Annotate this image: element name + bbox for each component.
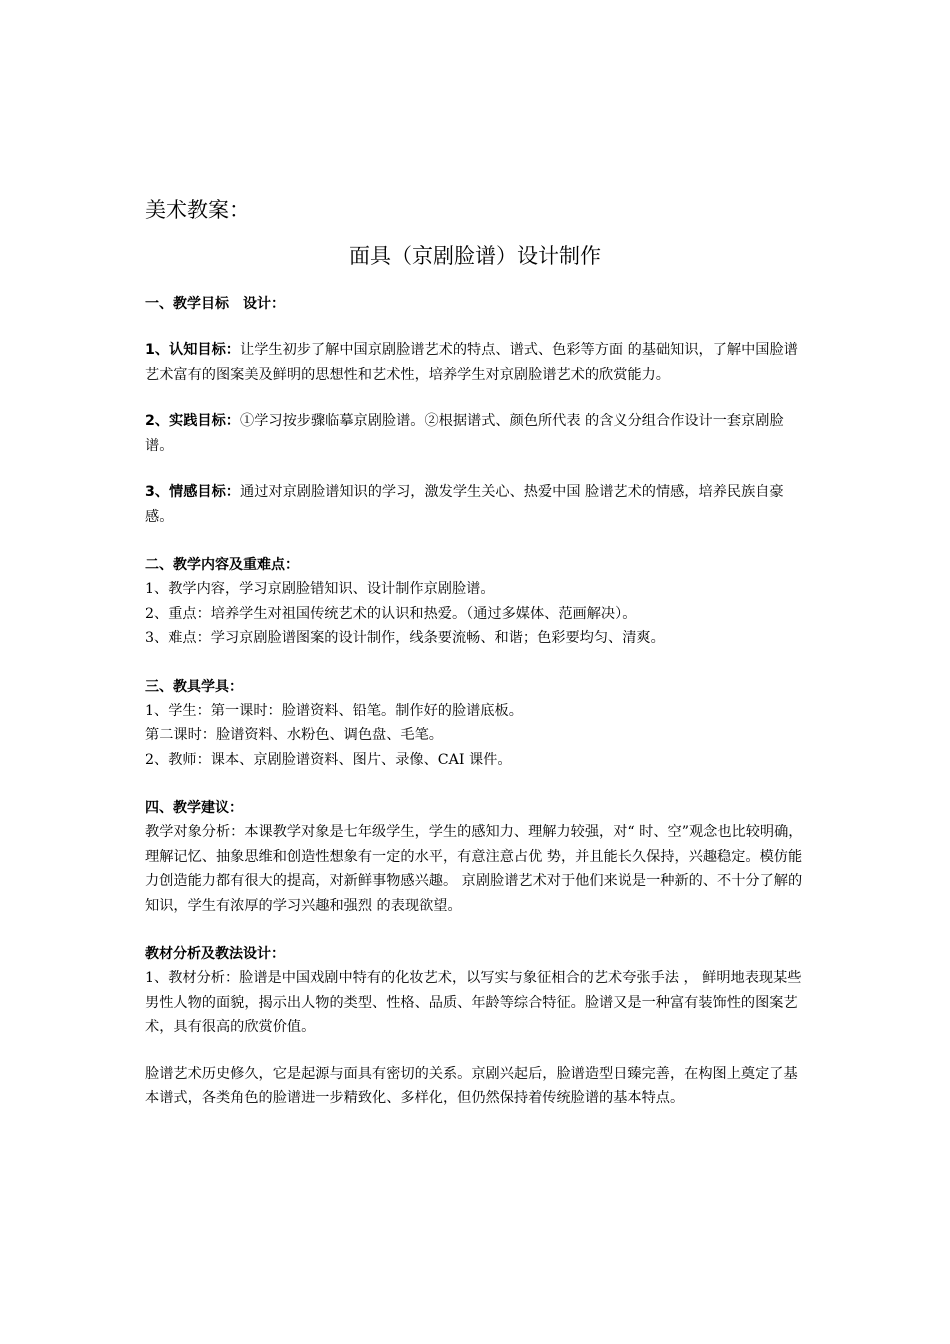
doc-title: 面具（京剧脸谱）设计制作 [349,244,601,268]
list-item: 1、教学内容，学习京剧脸错知识、设计制作京剧脸谱。 [145,581,495,597]
list-item: 1、学生：第一课时：脸谱资料、铅笔。制作好的脸谱底板。 [145,702,523,719]
section-heading: 一、教学目标 设计： [145,296,285,312]
section-teaching-goals [145,292,810,529]
goal-lead: 2、实践目标： [145,413,240,429]
goal-text: 通过对京剧脸谱知识的学习，激发学生关心、热爱中国 脸谱艺术的情感，培养民族自豪感。 [145,484,784,525]
document-body [145,292,810,1111]
doc-label: 美术教案： [145,198,250,222]
section-heading: 四、教学建议： [145,800,243,816]
goal-text: 让学生初步了解中国京剧脸谱艺术的特点、谱式、色彩等方面 的基础知识，了解中国脸谱艺术富有的图案美及鲜明的思想性和艺术性，培养学生对京剧脸谱艺术的欣赏能力。 [145,342,798,383]
goal-emotion [145,480,810,529]
section-teaching-suggestions [145,796,810,918]
goal-text: ①学习按步骤临摹京剧脸谱。②根据谱式、颜色所代表 的含义分组合作设计一套京剧脸谱。 [145,413,784,454]
section-heading: 三、教具学具： [145,678,243,695]
paragraph: 脸谱艺术历史修久，它是起源与面具有密切的关系。京剧兴起后，脸谱造型日臻完善，在构图上奠定了基本谱式，各类角色的脸谱进一步精致化、多样化，但仍然保持着传统脸谱的基本特点。 [145,1065,798,1106]
list-item: 3、难点：学习京剧脸谱图案的设计制作，线条要流畅、和谐；色彩要均匀、清爽。 [145,630,665,646]
section-content-focus [145,553,810,651]
paragraph: 1、教材分析：脸谱是中国戏剧中特有的化妆艺术，以写实与象征相合的艺术夸张手法 ， 鲜明地表现某些男性人物的面貌，揭示出人物的类型、性格、品质、年龄等综合特征。脸谱又是一种富有装饰性的图案艺术，具有很高的欣赏价值。 [145,970,802,1035]
section-teaching-aids [145,675,810,773]
section-heading: 教材分析及教法设计： [145,946,285,962]
section-material-analysis [145,942,810,1111]
goal-lead: 1、认知目标： [145,342,240,358]
goal-cognitive [145,338,810,387]
list-item: 第二课时：脸谱资料、水粉色、调色盘、毛笔。 [145,727,443,743]
paragraph: 教学对象分析：本课教学对象是七年级学生，学生的感知力、理解力较强，对“ 时、空”观念也比较明确，理解记忆、抽象思维和创造性想象有一定的水平，有意注意占优 势，并且能长久保持，兴趣稳定。模仿能力创造能力都有很大的提高，对新鲜事物感兴趣。 京剧脸谱艺术对于他们来说是一种新的、不十分了解的知识，学生有浓厚的学习兴趣和强烈 的表现欲望。 [145,824,803,914]
list-item: 2、教师：课本、京剧脸谱资料、图片、录像、CAI 课件。 [145,751,512,768]
section-heading: 二、教学内容及重难点： [145,557,299,573]
goal-lead: 3、情感目标： [145,484,240,500]
list-item: 2、重点：培养学生对祖国传统艺术的认识和热爱。（通过多媒体、范画解决）。 [145,605,637,622]
goal-practice [145,409,810,458]
